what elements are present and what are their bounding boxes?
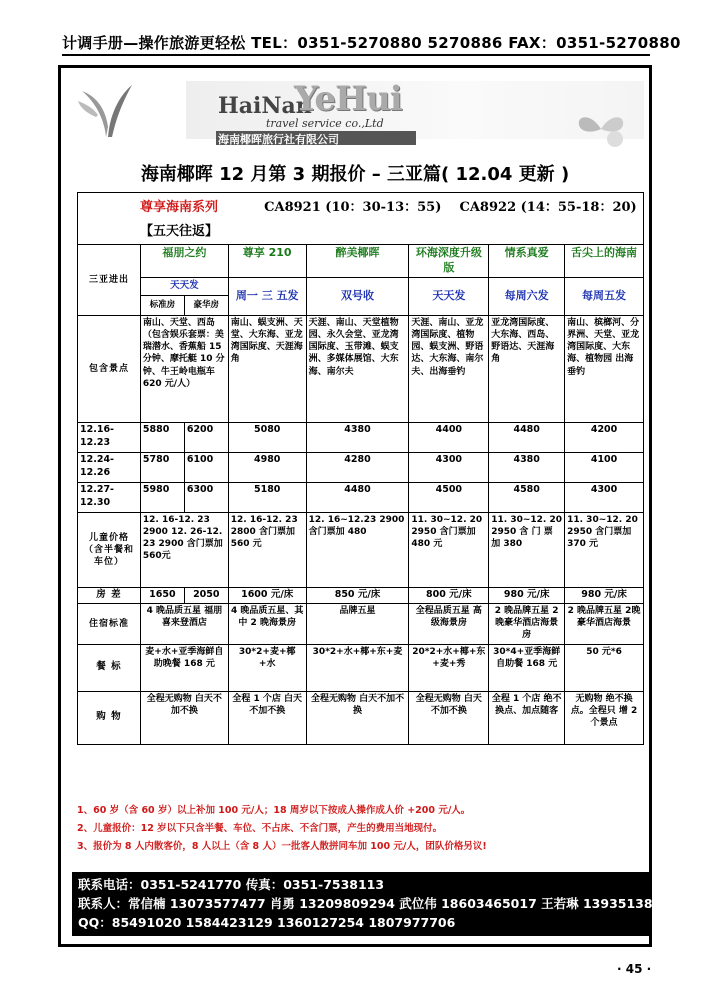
scenic-label: 包含景点 xyxy=(78,316,141,423)
price-table xyxy=(77,192,644,745)
shopping-label: 购 物 xyxy=(78,691,141,744)
contact-box xyxy=(72,872,679,936)
price-cell: 4400 xyxy=(409,423,489,453)
price-cell: 5880 xyxy=(140,423,184,453)
price-cell: 5780 xyxy=(140,453,184,483)
product-name: 环海深度升级版 xyxy=(409,245,489,278)
shopping-policy: 无购物 绝不换点。全程只 增 2 个景点 xyxy=(565,691,644,744)
scenic-spots: 南山、蜈支洲、天堂、大东海、亚龙湾国际度、天涯海角 xyxy=(228,316,306,423)
departure-label: 天天发 xyxy=(141,278,228,296)
meal-standard: 麦+水+亚季海鲜自助晚餐 168 元 xyxy=(140,644,228,691)
departure-schedule: 每周六发 xyxy=(489,277,565,315)
price-row xyxy=(78,453,644,483)
hotel-standard: 2 晚品牌五星 2晚豪华酒店海景房 xyxy=(489,603,565,644)
room-diff-label: 房 差 xyxy=(78,588,141,604)
price-cell: 6100 xyxy=(184,453,228,483)
departure-schedule: 周一 三 五发 xyxy=(228,277,306,315)
departure-schedule: 每周五发 xyxy=(565,277,644,315)
note-item: 1、60 岁（含 60 岁）以上补加 100 元/人；18 周岁以下按成人操作成人价 +200 元/人。 xyxy=(77,805,471,816)
meal-standard: 20*2+水+椰+东+麦+秀 xyxy=(409,644,489,691)
series-row xyxy=(78,193,644,245)
child-price: 12. 16-12. 23 2800 含门票加 560 元 xyxy=(228,513,306,588)
meal-standard: 30*2+水+椰+东+麦 xyxy=(306,644,409,691)
shopping-policy: 全程 1 个店 绝不换点、加点随客 xyxy=(489,691,565,744)
child-price: 12. 16-12. 23 2900 12. 26-12. 23 2900 含门票加 560元 xyxy=(140,513,228,588)
price-cell: 4480 xyxy=(489,423,565,453)
price-cell: 4380 xyxy=(489,453,565,483)
room-diff: 1650 xyxy=(140,588,184,604)
hotel-label: 住宿标准 xyxy=(78,603,141,644)
scenic-spots: 南山、天堂、西岛（包含娱乐套票：美瑞潜水、香蕉船 15 分钟、摩托艇 10 分钟、牛王岭电瓶车 620 元/人） xyxy=(140,316,228,423)
product-name: 福朋之约 xyxy=(140,245,228,278)
meal-label: 餐 标 xyxy=(78,644,141,691)
hotel-standard: 4 晚品质五星 福朋喜来登酒店 xyxy=(140,603,228,644)
price-cell: 4300 xyxy=(565,483,644,513)
price-cell: 4580 xyxy=(489,483,565,513)
brand-yehui: YeHui xyxy=(294,79,402,119)
child-label: 儿童价格（含半餐和车位） xyxy=(78,513,141,588)
flight-return: CA8922 (14：55-18：20) xyxy=(459,200,637,215)
shopping-policy: 全程无购物 白天不加不换 xyxy=(409,691,489,744)
shopping-policy: 全程无购物 白天不加不换 xyxy=(140,691,228,744)
child-price: 12. 16~12.23 2900 含门票加 480 xyxy=(306,513,409,588)
contact-qq: QQ：85491020 1584423129 1360127254 1807977706 xyxy=(78,915,456,930)
note-item: 3、报价为 8 人内散客价，8 人以上（含 8 人）一批客人散拼同车加 100 元/人，团队价格另议! xyxy=(77,841,487,852)
scenic-row xyxy=(78,316,644,423)
price-cell: 5080 xyxy=(228,423,306,453)
room-type: 豪华房 xyxy=(193,299,220,310)
departure-schedule: 双号收 xyxy=(306,277,409,315)
header-text: 计调手册—操作旅游更轻松 TEL：0351-5270880 5270886 FAX：0351-5270880 xyxy=(62,34,681,52)
departure-schedule: 天天发 xyxy=(409,277,489,315)
scenic-spots: 亚龙湾国际度、大东海、西岛、野语达、天涯海角 xyxy=(489,316,565,423)
hotel-row xyxy=(78,603,644,644)
logo-banner xyxy=(66,73,644,153)
room-diff: 2050 xyxy=(184,588,228,604)
price-row xyxy=(78,423,644,453)
note-item: 2、儿童报价：12 岁以下只含半餐、车位、不占床、不含门票，产生的费用当地现付。 xyxy=(77,823,443,834)
price-cell: 4200 xyxy=(565,423,644,453)
departure-row xyxy=(78,277,644,315)
series-name: 尊享海南系列 xyxy=(140,200,219,215)
contact-phone: 联系电话：0351-5241770 传真：0351-7538113 xyxy=(78,877,385,892)
room-diff: 850 元/床 xyxy=(306,588,409,604)
room-diff: 980 元/床 xyxy=(489,588,565,604)
brand-subtitle: travel service co.,Ltd xyxy=(266,117,384,130)
brand-hainan: HaiNan xyxy=(218,93,312,119)
flight-outbound: CA8921 (10：30-13：55) xyxy=(264,200,442,215)
scenic-spots: 天涯、南山、亚龙湾国际度、植物园、蜈支洲、野语达、大东海、南尔夫、出海垂钓 xyxy=(409,316,489,423)
meal-standard: 30*4+亚季海鲜自助餐 168 元 xyxy=(489,644,565,691)
product-name: 醉美椰晖 xyxy=(306,245,409,278)
room-type: 标准房 xyxy=(141,296,185,315)
price-row xyxy=(78,483,644,513)
page-title: 海南椰晖 12 月第 3 期报价 – 三亚篇( 12.04 更新 ) xyxy=(140,164,570,185)
meal-row xyxy=(78,644,644,691)
date-range: 12.27-12.30 xyxy=(78,483,141,513)
notes xyxy=(77,802,644,856)
price-cell: 4500 xyxy=(409,483,489,513)
price-cell: 5980 xyxy=(140,483,184,513)
product-name: 舌尖上的海南 xyxy=(565,245,644,278)
room-diff: 800 元/床 xyxy=(409,588,489,604)
room-diff: 1600 元/床 xyxy=(228,588,306,604)
child-price-row xyxy=(78,513,644,588)
sanya-label: 三亚进出 xyxy=(78,245,141,316)
header-bar xyxy=(62,32,681,56)
duration: 【五天往返】 xyxy=(140,223,219,239)
scenic-spots: 天涯、南山、天堂植物园、永久会堂、亚龙湾国际度、玉带滩、蜈支洲、多媒体展馆、大东海、南尔夫 xyxy=(306,316,409,423)
hotel-standard: 全程品质五星 高级海景房 xyxy=(409,603,489,644)
date-range: 12.24-12.26 xyxy=(78,453,141,483)
brand-cn: 海南椰晖旅行社有限公司 xyxy=(218,133,339,146)
child-price: 11. 30~12. 20 2950 含 门 票 加 380 xyxy=(489,513,565,588)
departure-daily-cell xyxy=(140,277,228,315)
price-cell: 4100 xyxy=(565,453,644,483)
butterfly-icon xyxy=(571,109,631,149)
meal-standard: 30*2+麦+椰+水 xyxy=(228,644,306,691)
room-diff-row xyxy=(78,588,644,604)
plant-logo-icon xyxy=(76,77,136,141)
price-cell: 4280 xyxy=(306,453,409,483)
product-name: 情系真爱 xyxy=(489,245,565,278)
price-cell: 4480 xyxy=(306,483,409,513)
child-price: 11. 30~12. 20 2950 含门票加 370 元 xyxy=(565,513,644,588)
product-row xyxy=(78,245,644,278)
page-number: · 45 · xyxy=(617,962,652,976)
shopping-policy: 全程无购物 白天不加不换 xyxy=(306,691,409,744)
product-name: 尊享 210 xyxy=(228,245,306,278)
price-cell: 4980 xyxy=(228,453,306,483)
shopping-row xyxy=(78,691,644,744)
header-rule xyxy=(62,54,650,56)
child-price: 11. 30~12. 20 2950 含门票加 480 元 xyxy=(409,513,489,588)
price-cell: 4300 xyxy=(409,453,489,483)
scenic-spots: 南山、槟榔河、分界洲、天堂、亚龙湾国际度、大东海、植物园 出海垂钓 xyxy=(565,316,644,423)
shopping-policy: 全程 1 个店 白天不加不换 xyxy=(228,691,306,744)
hotel-standard: 4 晚品质五星、其中 2 晚海景房 xyxy=(228,603,306,644)
contact-persons: 联系人：常信楠 13073577477 肖勇 13209809294 武位伟 18603465017 王若琳 13935138357 xyxy=(78,896,679,911)
date-range: 12.16-12.23 xyxy=(78,423,141,453)
price-cell: 6200 xyxy=(184,423,228,453)
meal-standard: 50 元*6 xyxy=(565,644,644,691)
hotel-standard: 品牌五星 xyxy=(306,603,409,644)
price-cell: 4380 xyxy=(306,423,409,453)
price-cell: 5180 xyxy=(228,483,306,513)
hotel-standard: 2 晚品牌五星 2晚豪华酒店海景 xyxy=(565,603,644,644)
room-diff: 980 元/床 xyxy=(565,588,644,604)
price-cell: 6300 xyxy=(184,483,228,513)
